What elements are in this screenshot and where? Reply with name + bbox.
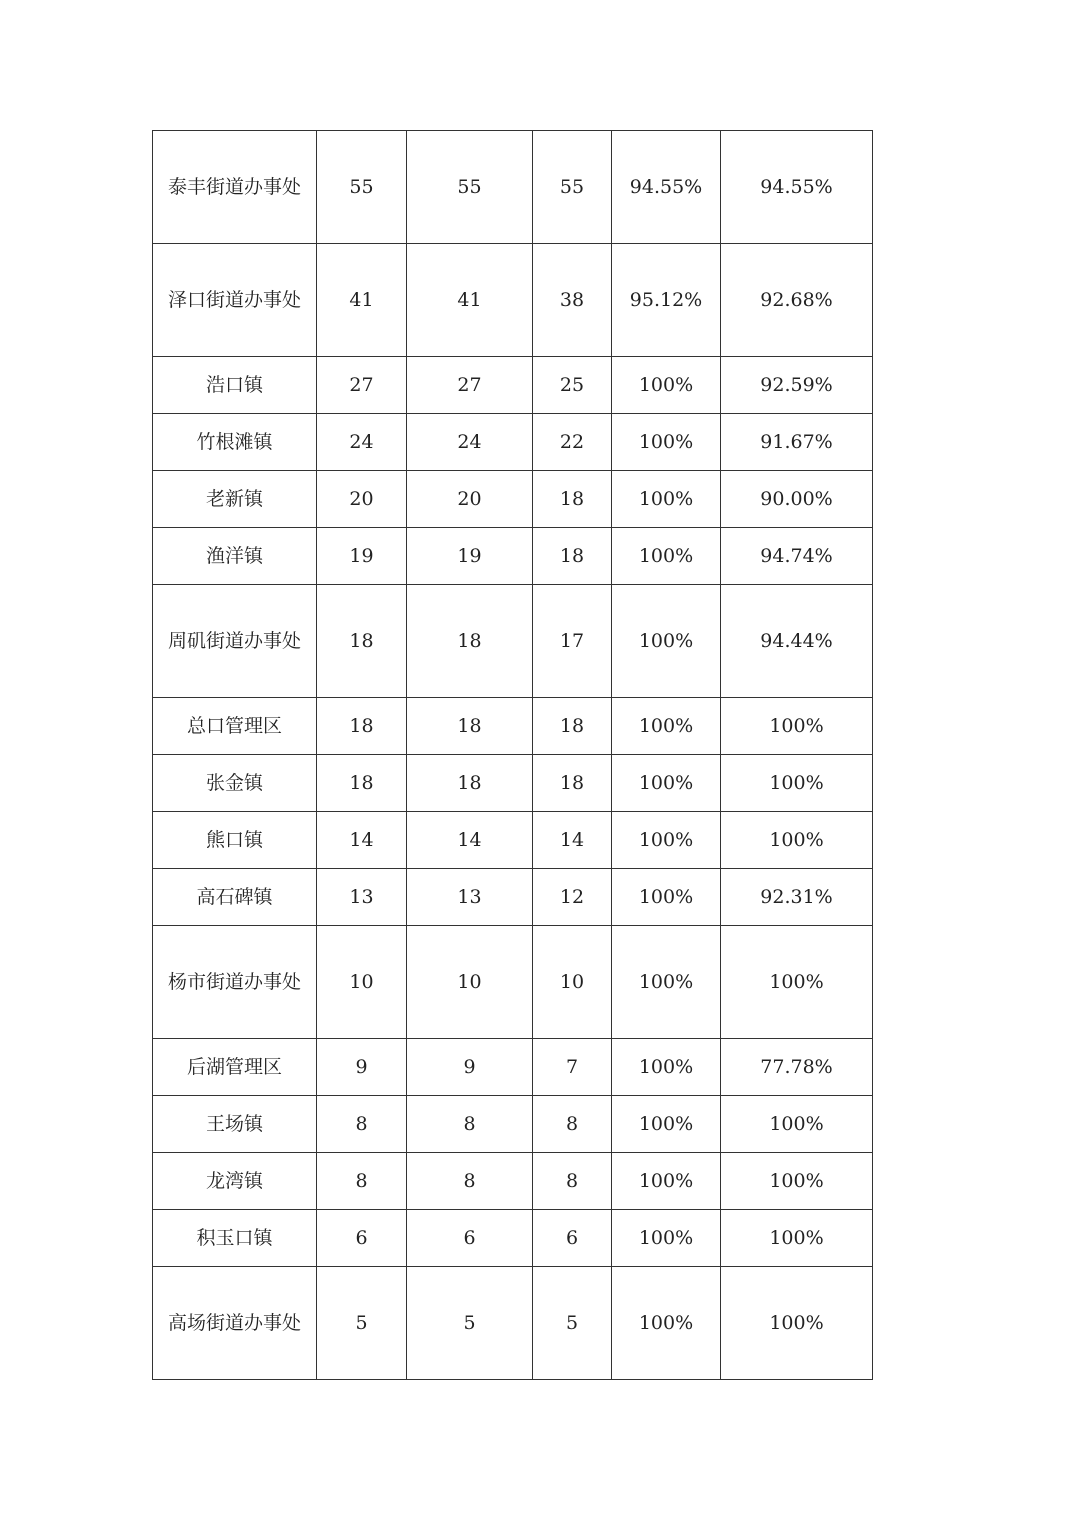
count-cell-1: 6 (317, 1210, 407, 1267)
count-cell-1: 8 (317, 1153, 407, 1210)
district-name-cell: 高石碑镇 (153, 869, 317, 926)
rate-cell-2: 90.00% (721, 471, 873, 528)
rate-cell-2: 100% (721, 812, 873, 869)
count-cell-1: 24 (317, 414, 407, 471)
table-row (153, 1267, 873, 1380)
count-cell-3: 10 (533, 926, 612, 1039)
rate-cell-1: 100% (612, 755, 721, 812)
rate-cell-2: 100% (721, 698, 873, 755)
rate-cell-1: 95.12% (612, 244, 721, 357)
district-name-cell: 周矶街道办事处 (153, 585, 317, 698)
rate-cell-1: 100% (612, 1153, 721, 1210)
count-cell-3: 8 (533, 1096, 612, 1153)
rate-cell-2: 92.31% (721, 869, 873, 926)
rate-cell-2: 100% (721, 1210, 873, 1267)
table-row (153, 698, 873, 755)
rate-cell-2: 77.78% (721, 1039, 873, 1096)
rate-cell-1: 100% (612, 357, 721, 414)
count-cell-2: 19 (407, 528, 533, 585)
count-cell-3: 8 (533, 1153, 612, 1210)
count-cell-1: 19 (317, 528, 407, 585)
count-cell-1: 20 (317, 471, 407, 528)
rate-cell-1: 100% (612, 414, 721, 471)
district-name-cell: 竹根滩镇 (153, 414, 317, 471)
count-cell-1: 10 (317, 926, 407, 1039)
count-cell-3: 18 (533, 471, 612, 528)
rate-cell-1: 100% (612, 585, 721, 698)
rate-cell-1: 100% (612, 1210, 721, 1267)
district-name-cell: 张金镇 (153, 755, 317, 812)
count-cell-3: 7 (533, 1039, 612, 1096)
rate-cell-2: 94.44% (721, 585, 873, 698)
count-cell-3: 5 (533, 1267, 612, 1380)
count-cell-2: 20 (407, 471, 533, 528)
district-name-cell: 龙湾镇 (153, 1153, 317, 1210)
count-cell-1: 18 (317, 698, 407, 755)
rate-cell-2: 92.59% (721, 357, 873, 414)
count-cell-1: 14 (317, 812, 407, 869)
table-row (153, 1210, 873, 1267)
table-row (153, 528, 873, 585)
count-cell-2: 18 (407, 755, 533, 812)
district-name-cell: 杨市街道办事处 (153, 926, 317, 1039)
table-row (153, 1153, 873, 1210)
count-cell-2: 18 (407, 698, 533, 755)
count-cell-1: 27 (317, 357, 407, 414)
rate-cell-1: 100% (612, 528, 721, 585)
count-cell-2: 41 (407, 244, 533, 357)
count-cell-2: 27 (407, 357, 533, 414)
statistics-table (152, 130, 873, 1380)
district-name-cell: 熊口镇 (153, 812, 317, 869)
count-cell-2: 18 (407, 585, 533, 698)
rate-cell-2: 100% (721, 1267, 873, 1380)
district-name-cell: 王场镇 (153, 1096, 317, 1153)
district-name-cell: 泽口街道办事处 (153, 244, 317, 357)
count-cell-3: 14 (533, 812, 612, 869)
table-row (153, 869, 873, 926)
rate-cell-1: 100% (612, 698, 721, 755)
rate-cell-1: 100% (612, 1267, 721, 1380)
count-cell-3: 17 (533, 585, 612, 698)
district-name-cell: 渔洋镇 (153, 528, 317, 585)
district-name-cell: 总口管理区 (153, 698, 317, 755)
rate-cell-1: 94.55% (612, 131, 721, 244)
count-cell-1: 5 (317, 1267, 407, 1380)
count-cell-3: 38 (533, 244, 612, 357)
count-cell-3: 6 (533, 1210, 612, 1267)
rate-cell-2: 92.68% (721, 244, 873, 357)
district-name-cell: 高场街道办事处 (153, 1267, 317, 1380)
count-cell-1: 18 (317, 585, 407, 698)
district-name-cell: 浩口镇 (153, 357, 317, 414)
table-row (153, 926, 873, 1039)
count-cell-3: 18 (533, 755, 612, 812)
count-cell-1: 55 (317, 131, 407, 244)
count-cell-1: 13 (317, 869, 407, 926)
table-row (153, 357, 873, 414)
rate-cell-2: 100% (721, 1153, 873, 1210)
rate-cell-1: 100% (612, 812, 721, 869)
count-cell-1: 9 (317, 1039, 407, 1096)
rate-cell-1: 100% (612, 926, 721, 1039)
rate-cell-2: 94.55% (721, 131, 873, 244)
count-cell-3: 18 (533, 698, 612, 755)
count-cell-2: 8 (407, 1096, 533, 1153)
table-row (153, 131, 873, 244)
count-cell-2: 13 (407, 869, 533, 926)
count-cell-3: 12 (533, 869, 612, 926)
count-cell-2: 8 (407, 1153, 533, 1210)
rate-cell-2: 91.67% (721, 414, 873, 471)
district-name-cell: 老新镇 (153, 471, 317, 528)
count-cell-2: 55 (407, 131, 533, 244)
rate-cell-1: 100% (612, 471, 721, 528)
count-cell-2: 6 (407, 1210, 533, 1267)
district-name-cell: 泰丰街道办事处 (153, 131, 317, 244)
count-cell-2: 9 (407, 1039, 533, 1096)
district-name-cell: 后湖管理区 (153, 1039, 317, 1096)
table-row (153, 755, 873, 812)
rate-cell-2: 100% (721, 926, 873, 1039)
table-row (153, 244, 873, 357)
count-cell-3: 25 (533, 357, 612, 414)
table-row (153, 1039, 873, 1096)
count-cell-1: 18 (317, 755, 407, 812)
rate-cell-1: 100% (612, 1039, 721, 1096)
rate-cell-2: 100% (721, 1096, 873, 1153)
count-cell-2: 24 (407, 414, 533, 471)
district-name-cell: 积玉口镇 (153, 1210, 317, 1267)
count-cell-3: 55 (533, 131, 612, 244)
rate-cell-2: 94.74% (721, 528, 873, 585)
count-cell-1: 8 (317, 1096, 407, 1153)
count-cell-3: 22 (533, 414, 612, 471)
rate-cell-1: 100% (612, 1096, 721, 1153)
table-row (153, 812, 873, 869)
table-row (153, 585, 873, 698)
rate-cell-2: 100% (721, 755, 873, 812)
count-cell-2: 14 (407, 812, 533, 869)
count-cell-2: 10 (407, 926, 533, 1039)
table-row (153, 1096, 873, 1153)
table-row (153, 414, 873, 471)
count-cell-1: 41 (317, 244, 407, 357)
rate-cell-1: 100% (612, 869, 721, 926)
count-cell-3: 18 (533, 528, 612, 585)
table-row (153, 471, 873, 528)
count-cell-2: 5 (407, 1267, 533, 1380)
